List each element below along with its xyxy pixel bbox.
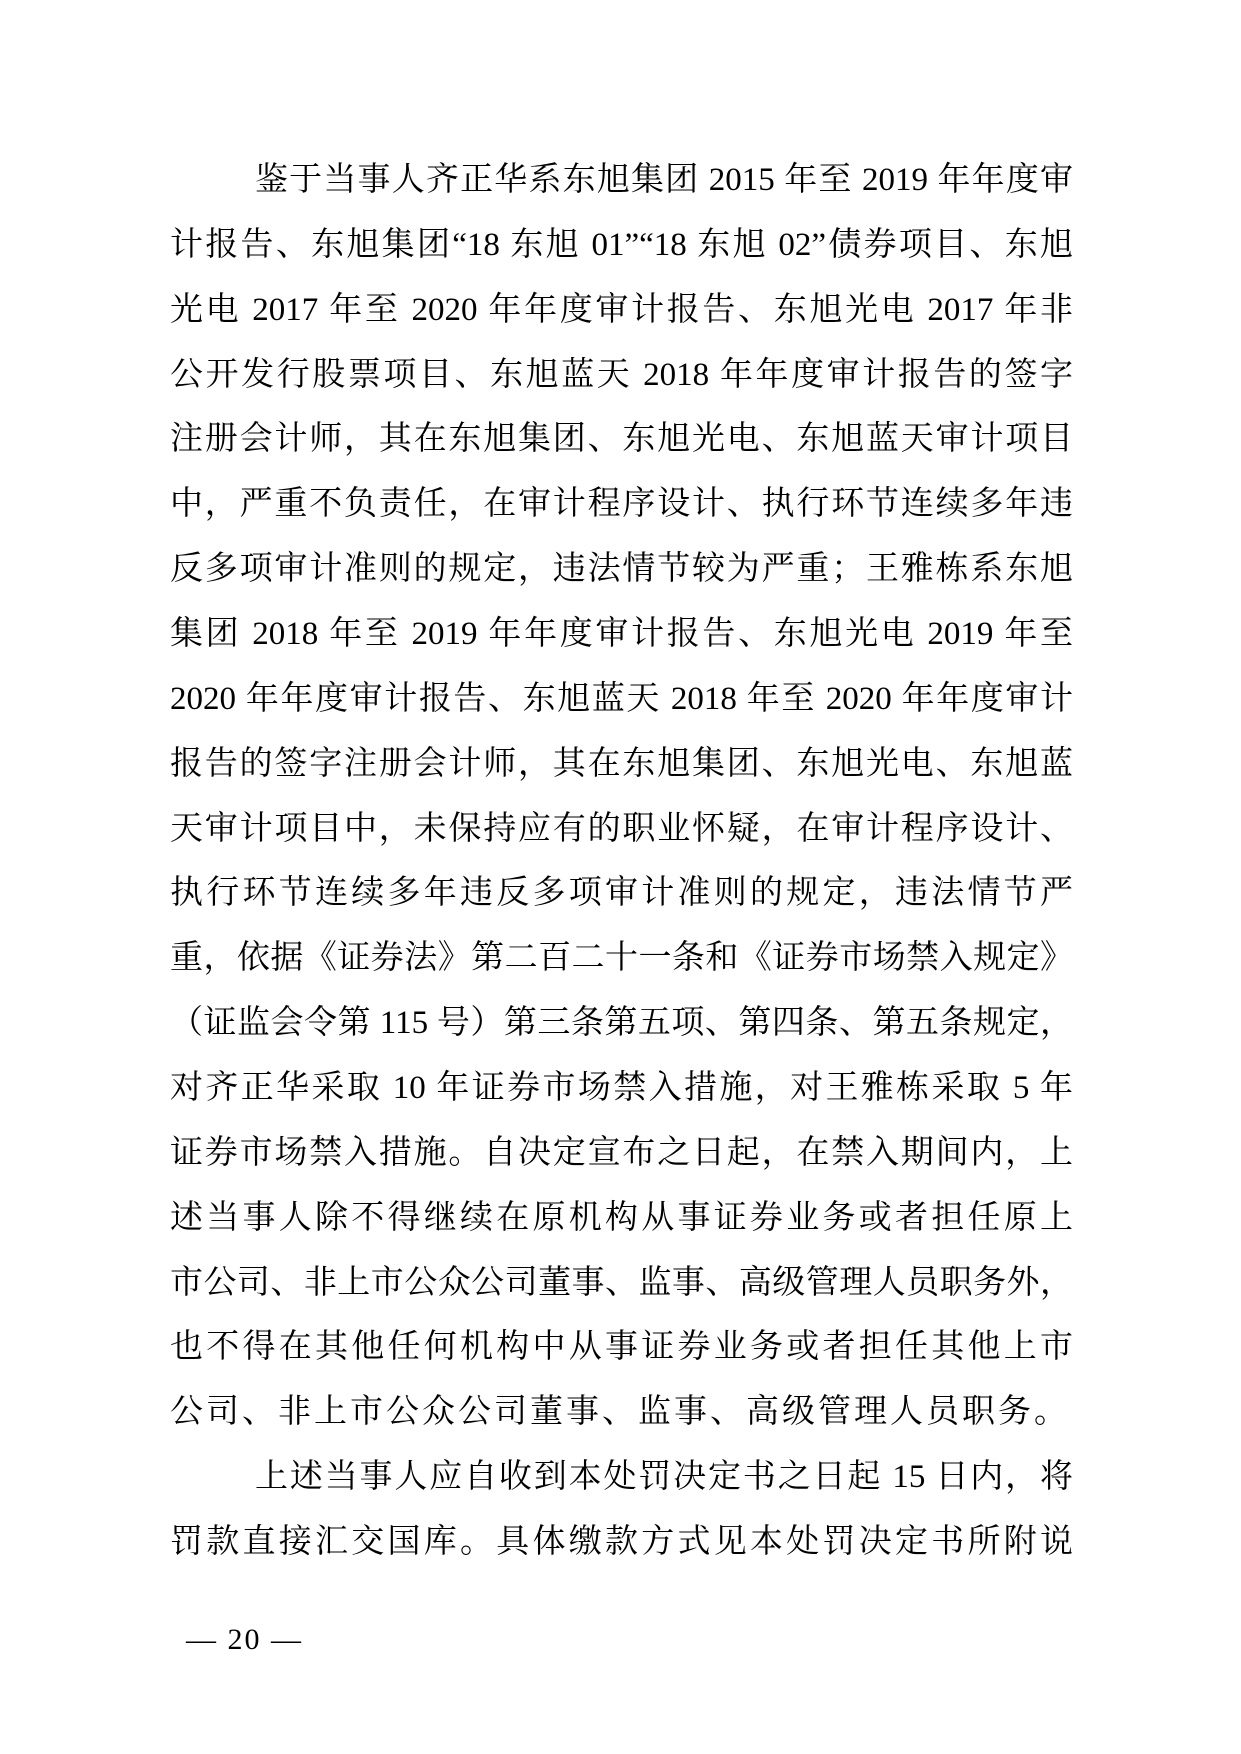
text-line: 计报告、东旭集团“18 东旭 01”“18 东旭 02”债券项目、东旭 — [170, 226, 1073, 263]
text-line: 鉴于当事人齐正华系东旭集团 2015 年至 2019 年年度审 — [255, 162, 1074, 198]
text-line: 注册会计师，其在东旭集团、东旭光电、东旭蓝天审计项目 — [170, 421, 1073, 458]
text-line: 报告的签字注册会计师，其在东旭集团、东旭光电、东旭蓝 — [170, 745, 1073, 782]
text-line: 证券市场禁入措施。自决定宣布之日起，在禁入期间内，上 — [170, 1134, 1073, 1171]
text-line: 反多项审计准则的规定，违法情节较为严重；王雅栋系东旭 — [170, 551, 1073, 588]
text-line: 公开发行股票项目、东旭蓝天 2018 年年度审计报告的签字 — [170, 356, 1073, 393]
text-line: 公司、非上市公众公司董事、监事、高级管理人员职务。 — [170, 1394, 1070, 1431]
document-body — [170, 148, 1073, 1575]
text-line: 述当事人除不得继续在原机构从事证券业务或者担任原上 — [170, 1199, 1073, 1236]
text-line: 光电 2017 年至 2020 年年度审计报告、东旭光电 2017 年非 — [170, 291, 1073, 328]
text-line: 2020 年年度审计报告、东旭蓝天 2018 年至 2020 年年度审计 — [170, 680, 1074, 717]
text-line: 天审计项目中，未保持应有的职业怀疑，在审计程序设计、 — [170, 810, 1073, 847]
text-line: 重，依据《证券法》第二百二十一条和《证券市场禁入规定》 — [170, 940, 1073, 977]
text-line: 罚款直接汇交国库。具体缴款方式见本处罚决定书所附说 — [170, 1524, 1073, 1561]
text-line: 集团 2018 年至 2019 年年度审计报告、东旭光电 2019 年至 — [170, 616, 1073, 653]
text-line: 中，严重不负责任，在审计程序设计、执行环节连续多年违 — [170, 486, 1073, 523]
text-line: 执行环节连续多年违反多项审计准则的规定，违法情节严 — [170, 875, 1073, 912]
text-line: 对齐正华采取 10 年证券市场禁入措施，对王雅栋采取 5 年 — [170, 1070, 1073, 1107]
text-line: （证监会令第 115 号）第三条第五项、第四条、第五条规定， — [170, 1005, 1073, 1042]
text-line: 上述当事人应自收到本处罚决定书之日起 15 日内，将 — [255, 1459, 1074, 1496]
page-number: — 20 — — [186, 1623, 303, 1656]
text-line: 也不得在其他任何机构中从事证券业务或者担任其他上市 — [170, 1329, 1073, 1366]
text-line: 市公司、非上市公众公司董事、监事、高级管理人员职务外， — [170, 1264, 1073, 1301]
